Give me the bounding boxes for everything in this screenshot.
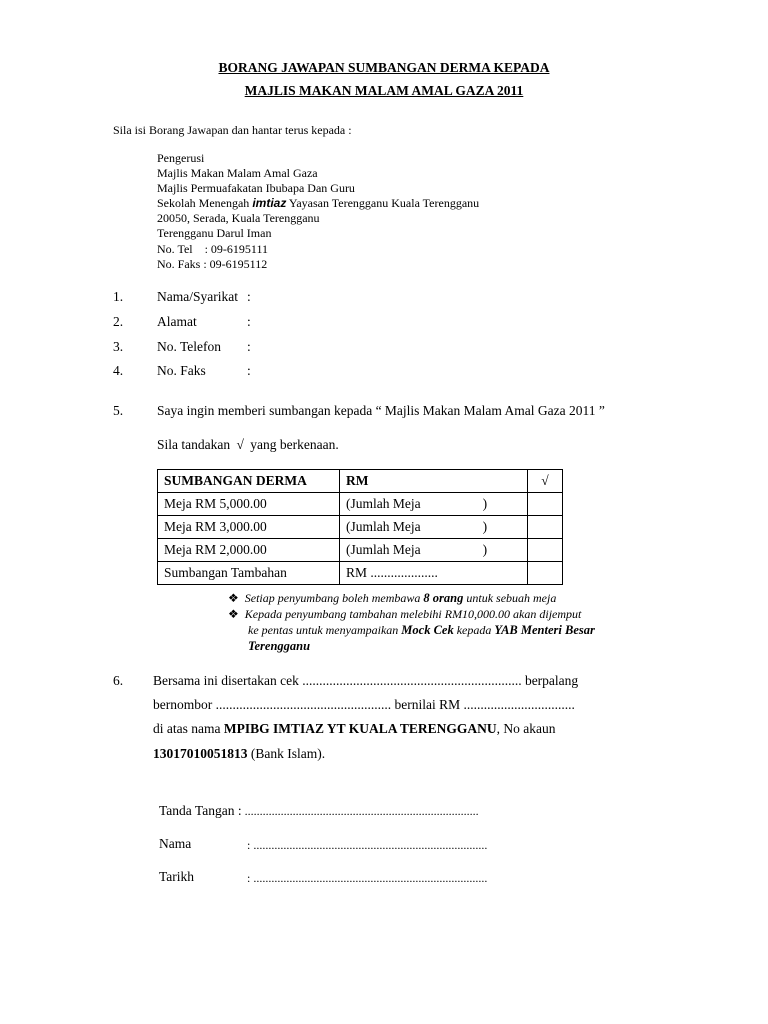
intro-text: Sila isi Borang Jawapan dan hantar terus kepada : [113,123,352,137]
jumlah-meja-label: (Jumlah Meja [346,542,421,557]
note-1-text: Setiap penyumbang boleh membawa [244,591,424,605]
mock-cek-bold: Mock Cek [401,623,454,637]
close-paren: ) [482,496,488,511]
field-number: 3. [113,339,124,354]
note-1 [228,591,556,606]
school-suffix: Yayasan Terengganu Kuala Terengganu [286,196,480,210]
terengganu-bold: Terengganu [248,639,311,653]
tick-instruction-a: Sila tandakan [157,437,231,452]
row-amount-cell[interactable] [340,539,528,562]
item-number: 6. [113,673,124,688]
signature-row [159,803,479,819]
field-colon: : [247,314,251,329]
address-line: Terengganu Darul Iman [157,226,272,240]
jumlah-meja-label: (Jumlah Meja [346,496,421,511]
address-line [157,196,479,211]
field-label-nama: Nama/Syarikat [157,289,238,304]
form-title-line1: BORANG JAWAPAN SUMBANGAN DERMA KEPADA [218,60,550,75]
name-field[interactable]: : .............................................................................. [247,838,488,852]
signature-field[interactable]: .............................................................................. [241,804,479,818]
cheque-line-2: bernombor .................................................... bernilai RM ................................. [153,697,575,712]
note-2-line3 [248,639,310,654]
header-rm: RM [340,470,528,493]
field-colon: : [247,289,251,304]
field-number: 2. [113,314,124,329]
tick-box[interactable] [528,493,563,516]
field-colon: : [247,363,251,378]
date-label: Tarikh [159,869,195,884]
note-1-tail: untuk sebuah meja [463,591,557,605]
tick-instruction [157,437,339,453]
tick-box[interactable] [528,539,563,562]
diamond-bullet-icon: ❖ [228,607,239,621]
address-line: Majlis Makan Malam Amal Gaza [157,166,318,180]
table-row [158,493,563,516]
tick-instruction-b: yang berkenaan. [250,437,339,452]
row-label: Meja RM 3,000.00 [158,516,340,539]
donation-table [157,469,563,585]
field-colon: : [247,339,251,354]
address-line: Majlis Permuafakatan Ibubapa Dan Guru [157,181,355,195]
form-title-line2: MAJLIS MAKAN MALAM AMAL GAZA 2011 [244,83,524,98]
signature-label: Tanda Tangan : [159,803,242,818]
row-label: Sumbangan Tambahan [158,562,340,585]
row-amount-cell[interactable]: RM .................... [340,562,528,585]
imtiaz-logo-text: imtiaz [252,196,287,210]
phone-line: No. Tel : 09-6195111 [157,242,269,256]
account-no-label: , No akaun [496,721,556,736]
cheque-line-1: Bersama ini disertakan cek ................................................................. berpalang [153,673,579,688]
row-amount-cell[interactable] [340,493,528,516]
close-paren: ) [482,542,488,557]
cheque-line-3 [153,721,556,737]
row-label: Meja RM 5,000.00 [158,493,340,516]
field-number: 4. [113,363,124,378]
header-sumbangan: SUMBANGAN DERMA [158,470,340,493]
school-prefix: Sekolah Menengah [157,196,253,210]
yab-bold: YAB Menteri Besar [494,623,595,637]
account-number: 13017010051813 [153,746,248,761]
account-name: MPIBG IMTIAZ YT KUALA TERENGGANU [223,721,497,736]
address-line: 20050, Serada, Kuala Terengganu [157,211,320,225]
date-field[interactable]: : .............................................................................. [247,871,488,885]
field-label-alamat: Alamat [157,314,197,329]
bank-name: (Bank Islam). [247,746,326,761]
tick-box[interactable] [528,516,563,539]
close-paren: ) [482,519,488,534]
note-2 [228,607,581,622]
table-row [158,539,563,562]
note-2-text: Kepada penyumbang tambahan melebihi RM10,000.00 akan dijemput [244,607,582,621]
table-row [158,562,563,585]
tick-box[interactable] [528,562,563,585]
cheque-line-4 [153,746,325,762]
field-label-telefon: No. Telefon [157,339,222,354]
note-2-text-b: ke pentas untuk menyampaikan [248,623,402,637]
row-label: Meja RM 2,000.00 [158,539,340,562]
header-tick: √ [528,470,563,493]
field-number: 1. [113,289,124,304]
account-name-prefix: di atas nama [153,721,224,736]
table-header-row [158,470,563,493]
note-1-bold: 8 orang [423,591,464,605]
note-2-line2 [248,623,595,638]
name-label: Nama [159,836,192,851]
item5-text: Saya ingin memberi sumbangan kepada “ Majlis Makan Malam Amal Gaza 2011 ” [157,403,605,418]
tick-mark-icon: √ [236,437,244,452]
field-label-faks: No. Faks [157,363,206,378]
address-line: Pengerusi [157,151,205,165]
note-2-text-d: kepada [453,623,495,637]
table-row [158,516,563,539]
row-amount-cell[interactable] [340,516,528,539]
item-number: 5. [113,403,124,418]
jumlah-meja-label: (Jumlah Meja [346,519,421,534]
diamond-bullet-icon: ❖ [228,591,239,605]
fax-line: No. Faks : 09-6195112 [157,257,268,271]
